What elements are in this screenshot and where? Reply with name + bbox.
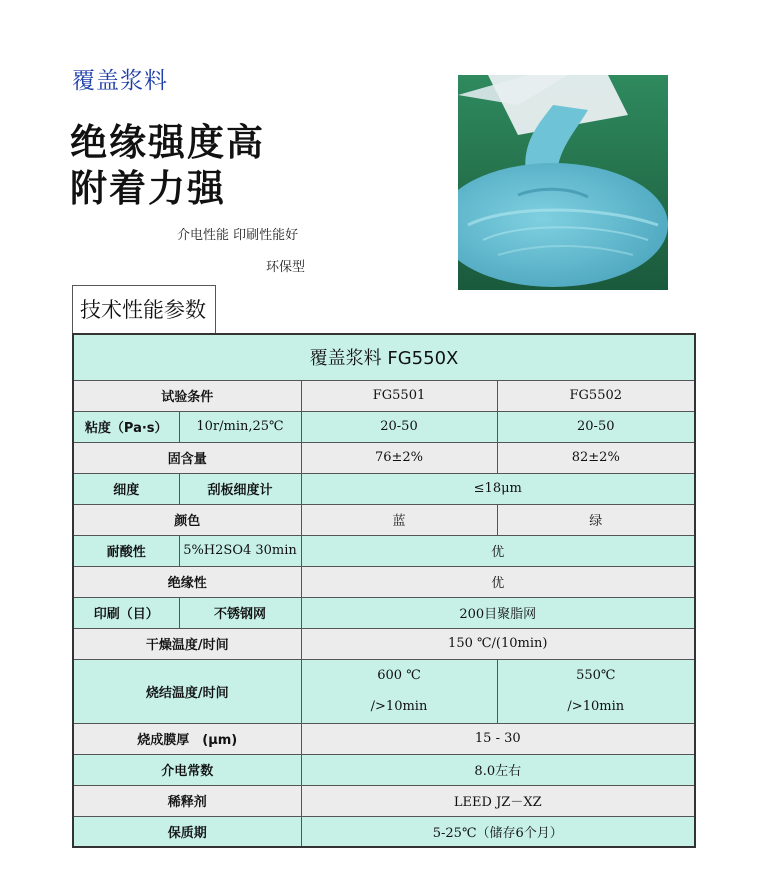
col-header-model2: FG5502 [497, 380, 695, 411]
row-label-shelf-life: 保质期 [73, 816, 301, 847]
feature-text-1: 介电性能 印刷性能好 [177, 228, 299, 243]
row-label-printing: 印刷（目） [73, 597, 179, 628]
cell-sintering-2-time: />10min [567, 699, 625, 714]
row-label-solids: 固含量 [73, 442, 301, 473]
row-label-drying: 干燥温度/时间 [73, 628, 301, 659]
cell-sintering-1-time: />10min [370, 699, 428, 714]
spec-table [72, 333, 696, 848]
feature-text-2: 环保型 [266, 260, 306, 275]
cell-thickness: 15 - 30 [301, 723, 695, 754]
table-row [73, 754, 695, 785]
table-row [73, 816, 695, 847]
row-condition-viscosity: 10r/min,25℃ [179, 411, 301, 442]
table-row [73, 334, 695, 380]
table-row [73, 411, 695, 442]
row-label-color: 颜色 [73, 504, 301, 535]
table-row [73, 597, 695, 628]
table-row [73, 473, 695, 504]
headline-line-1: 绝缘强度高 [70, 121, 265, 164]
cell-viscosity-2: 20-50 [497, 411, 695, 442]
blue-paste-pouring-photo [458, 75, 668, 290]
cell-acid: 优 [301, 535, 695, 566]
cell-sintering-1 [301, 659, 497, 723]
cell-solids-2: 82±2% [497, 442, 695, 473]
cell-color-2: 绿 [497, 504, 695, 535]
table-row [73, 504, 695, 535]
cell-viscosity-1: 20-50 [301, 411, 497, 442]
row-label-dielectric: 介电常数 [73, 754, 301, 785]
table-row [73, 566, 695, 597]
product-category-title: 覆盖浆料 [72, 68, 168, 94]
cell-sintering-2 [497, 659, 695, 723]
row-label-sintering: 烧结温度/时间 [73, 659, 301, 723]
cell-drying: 150 ℃/(10min) [301, 628, 695, 659]
table-title: 覆盖浆料 FG550X [73, 334, 695, 380]
cell-thinner: LEED JZ－XZ [301, 785, 695, 816]
cell-dielectric: 8.0左右 [301, 754, 695, 785]
cell-printing: 200目聚脂网 [301, 597, 695, 628]
row-label-acid: 耐酸性 [73, 535, 179, 566]
cell-sintering-1-temp: 600 ℃ [377, 668, 421, 683]
row-condition-acid: 5%H2SO4 30min [179, 535, 301, 566]
table-row [73, 628, 695, 659]
cell-solids-1: 76±2% [301, 442, 497, 473]
row-sub-printing: 不锈钢网 [179, 597, 301, 628]
section-title: 技术性能参数 [80, 298, 206, 322]
row-label-fineness: 细度 [73, 473, 179, 504]
cell-fineness: ≤18μm [301, 473, 695, 504]
table-row [73, 535, 695, 566]
cell-insulation: 优 [301, 566, 695, 597]
table-row [73, 442, 695, 473]
row-label-thickness: 烧成膜厚 (μm) [73, 723, 301, 754]
col-header-model1: FG5501 [301, 380, 497, 411]
row-label-thinner: 稀释剂 [73, 785, 301, 816]
cell-color-1: 蓝 [301, 504, 497, 535]
table-row [73, 785, 695, 816]
row-label-viscosity: 粘度（Pa·s） [73, 411, 179, 442]
product-photo [458, 75, 668, 290]
table-row [73, 659, 695, 723]
table-row [73, 723, 695, 754]
headline-line-2: 附着力强 [70, 167, 226, 210]
row-label-insulation: 绝缘性 [73, 566, 301, 597]
row-sub-fineness: 刮板细度计 [179, 473, 301, 504]
cell-shelf-life: 5-25℃（储存6个月） [301, 816, 695, 847]
cell-sintering-2-temp: 550℃ [576, 668, 616, 683]
col-header-condition: 试验条件 [73, 380, 301, 411]
table-row [73, 380, 695, 411]
